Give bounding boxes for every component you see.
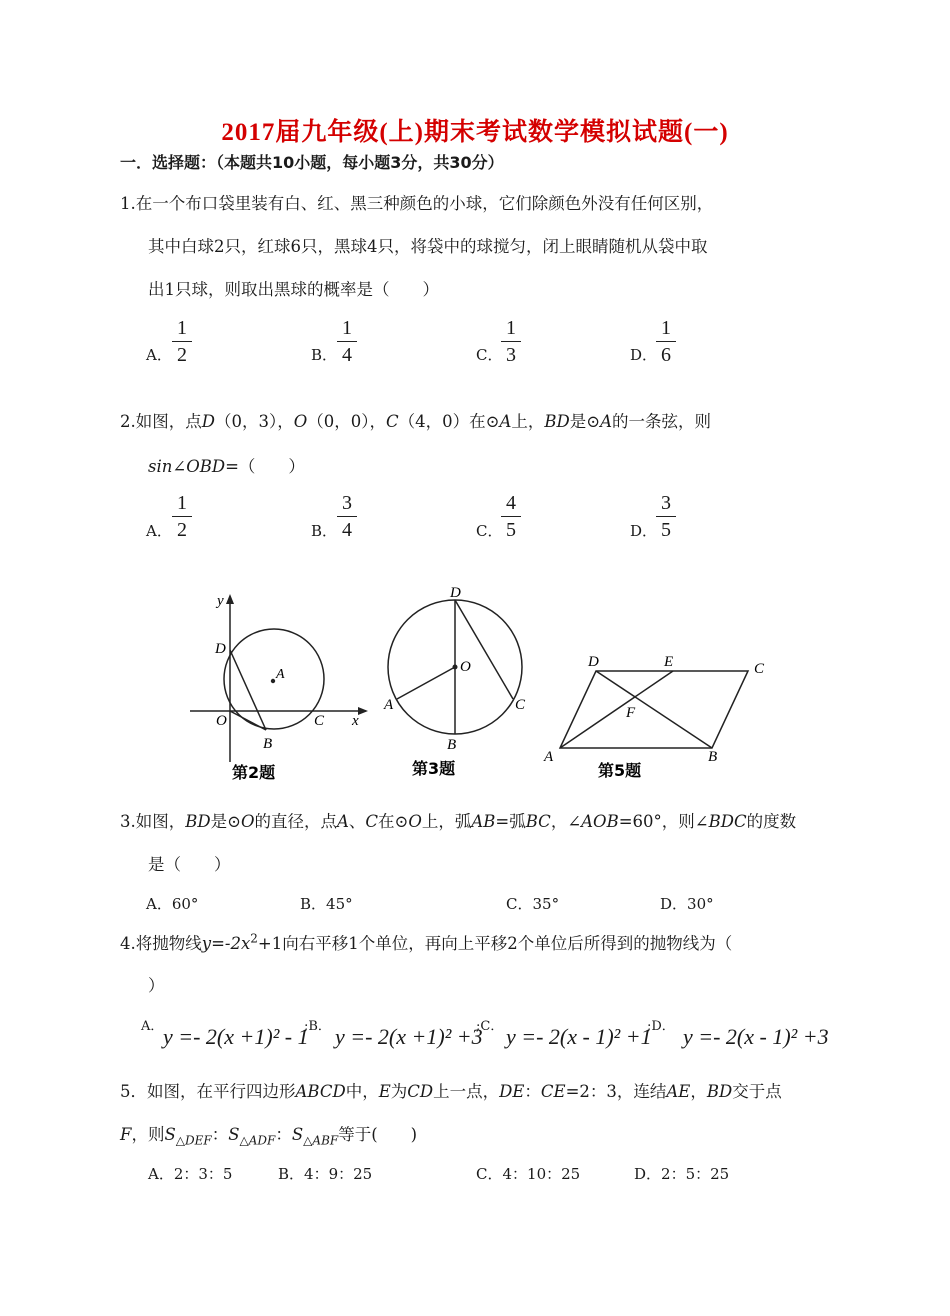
center-o xyxy=(453,665,458,670)
q5-var: CD xyxy=(407,1082,434,1101)
label-a: A xyxy=(544,749,554,765)
q2-var: BD xyxy=(544,412,570,431)
fig5-caption: 第5题 xyxy=(598,761,642,780)
q2-option-b-label: B． xyxy=(311,522,338,540)
q2-var: A xyxy=(600,412,612,431)
denominator: 4 xyxy=(342,344,352,366)
q4-equation: y=-2x xyxy=(201,934,251,953)
q3-text: =弧 xyxy=(495,812,526,831)
q2-text: （0，3）， xyxy=(214,412,294,431)
q2-option-d-fraction xyxy=(654,491,678,542)
q3-var: BDC xyxy=(708,812,747,831)
q4-option-b-formula: y =- 2(x +1)² +3 xyxy=(335,1024,483,1049)
numerator: 3 xyxy=(661,492,671,514)
numerator: 1 xyxy=(177,317,187,339)
segment-ob xyxy=(230,711,266,730)
q1-option-d-fraction xyxy=(654,316,678,367)
q5-text: 中， xyxy=(345,1082,379,1101)
q1-option-c-fraction xyxy=(499,316,523,367)
q1-line2: 其中白球2只，红球6只，黑球4只，将袋中的球搅匀，闭上眼睛随机从袋中取 xyxy=(148,237,708,256)
figure-3 xyxy=(383,585,526,778)
q3-var: C xyxy=(365,812,379,831)
circle-a xyxy=(224,629,324,729)
q1-line3: 出1只球，则取出黑球的概率是（ ） xyxy=(148,280,439,299)
q4-line1 xyxy=(120,930,732,954)
q2-var: D xyxy=(201,412,215,431)
q3-var: A xyxy=(336,812,349,831)
label-o: O xyxy=(216,713,227,729)
section-heading: 一．选择题：（本题共10小题，每小题3分，共30分） xyxy=(120,153,504,172)
q2-line2 xyxy=(148,453,305,477)
label-e: E xyxy=(664,654,674,670)
chord-dc xyxy=(455,600,513,699)
q4-text: +1向右平移1个单位，再向上平移2个单位后所得到的抛物线为（ xyxy=(257,934,733,953)
q2-text: （0，0）， xyxy=(307,412,387,431)
q5-text: ， xyxy=(690,1082,707,1101)
denominator: 2 xyxy=(177,344,187,366)
q3-text: =60°，则∠ xyxy=(618,812,709,831)
q3-text: 3.如图， xyxy=(120,812,186,831)
q1-option-d-label: D． xyxy=(630,346,658,364)
label-d: D xyxy=(588,654,599,670)
q4-text: 4.将抛物线 xyxy=(120,934,202,953)
q3-var: AOB xyxy=(581,812,619,831)
denominator: 4 xyxy=(342,519,352,541)
q1-line1: 1.在一个布口袋里装有白、红、黑三种颜色的小球，它们除颜色外没有任何区别， xyxy=(120,194,714,213)
q3-text: 的度数 xyxy=(746,812,797,831)
q3-var: O xyxy=(408,812,422,831)
q4-option-a-formula: y =- 2(x +1)² - 1 xyxy=(163,1024,309,1049)
q2-text: 上， xyxy=(511,412,545,431)
y-axis-arrow xyxy=(226,594,234,604)
q5-area-symbol: S xyxy=(228,1125,240,1144)
q5-var: AE xyxy=(666,1082,691,1101)
q5-option-b: B．4：9：25 xyxy=(278,1165,373,1183)
q3-option-c: C．35° xyxy=(506,895,560,913)
q4-option-c-label: ;C． xyxy=(476,1019,504,1034)
q5-var: BD xyxy=(706,1082,733,1101)
denominator: 5 xyxy=(506,519,516,541)
label-x: x xyxy=(352,713,359,729)
chord-bd xyxy=(230,650,266,730)
q2-option-c-fraction xyxy=(499,491,523,542)
q3-line2: 是（ ） xyxy=(148,855,231,874)
denominator: 2 xyxy=(177,519,187,541)
q5-var: E xyxy=(378,1082,391,1101)
q2-text: 2.如图，点 xyxy=(120,412,202,431)
q2-option-c-label: C． xyxy=(476,522,503,540)
label-c: C xyxy=(515,697,526,713)
q5-text: 为 xyxy=(390,1082,408,1101)
q3-text: 、 xyxy=(348,812,366,831)
label-f: F xyxy=(626,705,636,721)
q5-line2: F，则$S_{\triangle DEF}$：$S_{\triangle ADF}$：$S_{\triangle ABF}$等于( ) xyxy=(120,1125,418,1148)
q5-text: 5．如图，在平行四边形 xyxy=(120,1082,296,1101)
q5-area-symbol: S xyxy=(164,1125,176,1144)
q2-option-b-fraction xyxy=(335,491,359,542)
diagonal-bd xyxy=(596,671,712,748)
denominator: 3 xyxy=(506,344,516,366)
label-b: B xyxy=(263,736,273,752)
q2-text: 是⊙ xyxy=(569,412,601,431)
q1-option-a-fraction xyxy=(170,316,194,367)
figure-2 xyxy=(190,593,368,782)
q3-line1 xyxy=(120,808,796,832)
q5-text: =2：3，连结 xyxy=(565,1082,667,1101)
label-c: C xyxy=(754,661,765,677)
center-a xyxy=(271,679,275,683)
label-c: C xyxy=(314,713,325,729)
label-y: y xyxy=(217,593,224,609)
numerator: 1 xyxy=(342,317,352,339)
q5-option-a: A．2：3：5 xyxy=(148,1165,233,1183)
label-a: A xyxy=(384,697,394,713)
q5-text: 交于点 xyxy=(732,1082,782,1101)
label-a: A xyxy=(276,667,285,682)
segment-ae xyxy=(560,671,673,748)
q1-option-b-fraction xyxy=(335,316,359,367)
radius-oa xyxy=(397,667,455,699)
q1-option-c-label: C． xyxy=(476,346,503,364)
q2-var: A xyxy=(499,412,512,431)
q5-var: DE xyxy=(499,1082,525,1101)
q5-option-d: D．2：5：25 xyxy=(634,1165,730,1183)
q5-text: 等于( ) xyxy=(338,1125,418,1144)
q3-var: O xyxy=(240,812,255,831)
q2-text: 的一条弦，则 xyxy=(612,412,711,431)
q2-option-d-label: D． xyxy=(630,522,658,540)
q3-option-a: A．60° xyxy=(146,895,199,913)
q5-text: ： xyxy=(524,1082,541,1101)
q3-var: BC xyxy=(525,812,551,831)
q2-option-a-label: A． xyxy=(146,522,172,540)
q5-var: F xyxy=(120,1125,132,1144)
q3-text: 的直径，点 xyxy=(254,812,337,831)
q2-expression: sin∠OBD= xyxy=(148,457,239,476)
q4-option-d-formula: y =- 2(x - 1)² +3 xyxy=(683,1024,829,1049)
q5-line1 xyxy=(120,1078,782,1102)
numerator: 3 xyxy=(342,492,352,514)
fig2-caption: 第2题 xyxy=(232,763,276,782)
q3-text: ，∠ xyxy=(550,812,582,831)
q5-text: ，则 xyxy=(131,1125,165,1144)
fig3-caption: 第3题 xyxy=(412,759,456,778)
q2-option-a-fraction xyxy=(170,491,194,542)
numerator: 1 xyxy=(177,492,187,514)
label-b: B xyxy=(447,737,457,753)
figures-strip xyxy=(180,580,790,790)
q2-var: C xyxy=(386,412,399,431)
numerator: 1 xyxy=(661,317,671,339)
denominator: 5 xyxy=(661,519,671,541)
label-b: B xyxy=(708,749,718,765)
q5-area-subscript: △ABF xyxy=(303,1133,339,1148)
numerator: 4 xyxy=(506,492,516,514)
q4-option-c-formula: y =- 2(x - 1)² +1 xyxy=(506,1024,652,1049)
q4-exponent: 2 xyxy=(250,931,258,946)
x-axis-arrow xyxy=(358,707,368,715)
q4-option-d-label: ;D． xyxy=(647,1019,675,1034)
q5-area-subscript: △DEF xyxy=(175,1133,212,1148)
q3-var: BD xyxy=(185,812,211,831)
label-d: D xyxy=(450,585,461,601)
label-o: O xyxy=(460,659,471,675)
denominator: 6 xyxy=(661,344,671,366)
q4-option-a-label: A． xyxy=(141,1019,164,1034)
q5-text: 上一点， xyxy=(433,1082,500,1101)
q3-option-d: D．30° xyxy=(660,895,714,913)
q2-text: （4，0）在⊙ xyxy=(398,412,500,431)
q3-text: 是⊙ xyxy=(210,812,241,831)
q1-option-a-label: A． xyxy=(146,346,172,364)
q5-var: ABCD xyxy=(295,1082,346,1101)
q5-var: CE xyxy=(540,1082,566,1101)
q2-line1 xyxy=(120,408,711,432)
q5-area-symbol: S xyxy=(291,1125,304,1144)
q4-option-b-label: ;B． xyxy=(304,1019,331,1034)
q2-text: （ ） xyxy=(238,457,305,476)
q5-area-subscript: △ADF xyxy=(239,1133,276,1148)
q5-option-c: C．4：10：25 xyxy=(476,1165,581,1183)
q1-option-b-label: B． xyxy=(311,346,338,364)
exam-title: 2017届九年级(上)期末考试数学模拟试题(一) xyxy=(221,119,729,146)
q4-line2: ） xyxy=(148,976,165,995)
numerator: 1 xyxy=(506,317,516,339)
q3-text: 在⊙ xyxy=(378,812,409,831)
q3-text: 上，弧 xyxy=(421,812,472,831)
figure-5 xyxy=(543,654,765,780)
q3-var: AB xyxy=(471,812,496,831)
q3-option-b: B．45° xyxy=(300,895,353,913)
label-d: D xyxy=(215,641,226,657)
q2-var: O xyxy=(293,412,308,431)
